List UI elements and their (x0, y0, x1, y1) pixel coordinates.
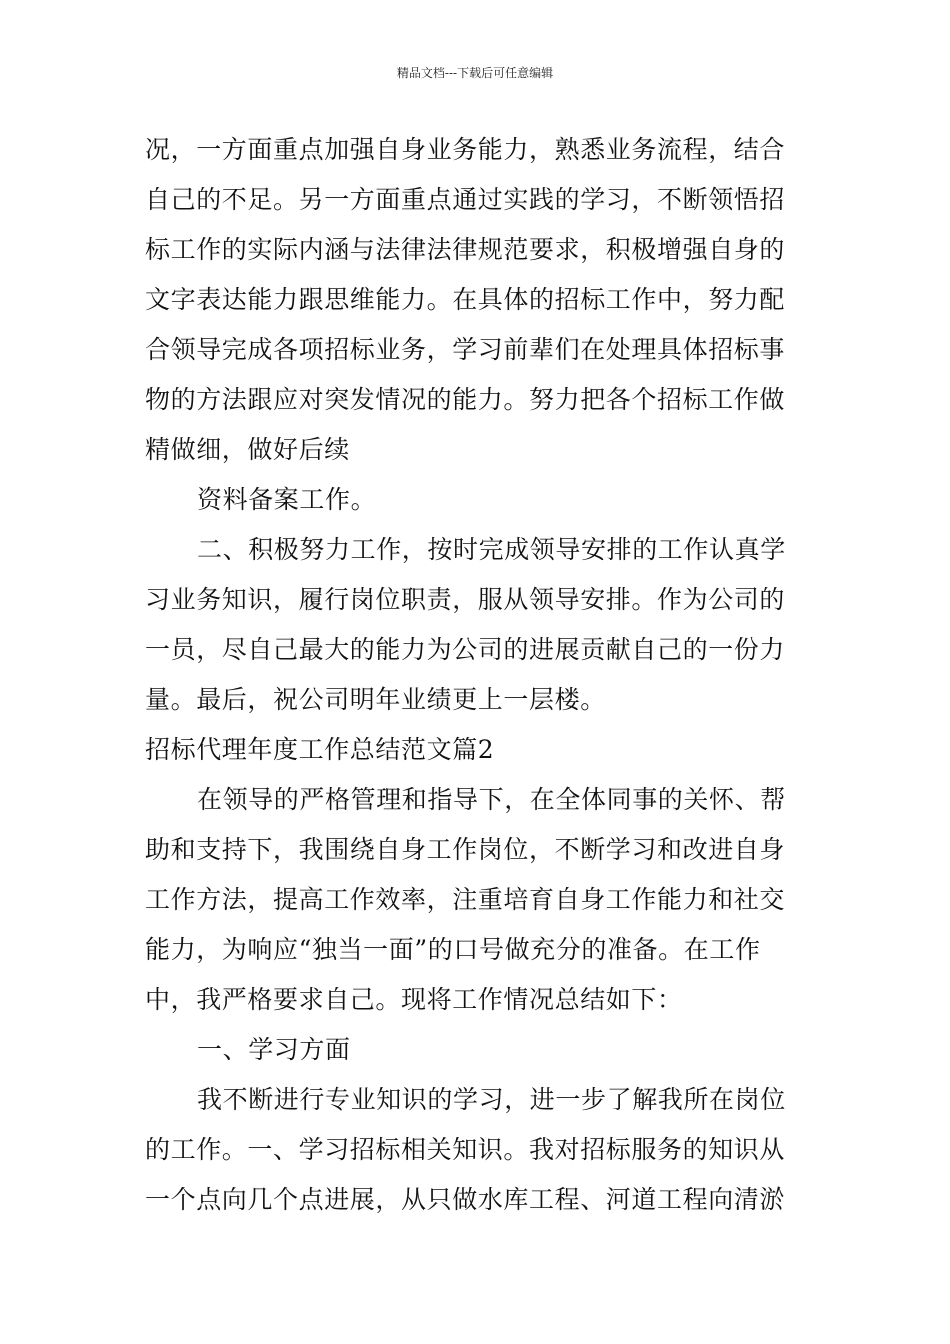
text-line: 一员，尽自己最大的能力为公司的进展贡献自己的一份力 (145, 635, 786, 664)
text-line: 况，一方面重点加强自身业务能力，熟悉业务流程，结合 (145, 135, 786, 164)
document-body (145, 125, 810, 1225)
text-line: 资料备案工作。 (197, 485, 377, 514)
text-line: 我不断进行专业知识的学习，进一步了解我所在岗位 (197, 1085, 786, 1114)
text-line: 习业务知识，履行岗位职责，服从领导安排。作为公司的 (145, 585, 786, 614)
text-line: 在领导的严格管理和指导下，在全体同事的关怀、帮 (197, 785, 786, 814)
text-line: 自己的不足。另一方面重点通过实践的学习，不断领悟招 (145, 185, 786, 214)
text-line: 标工作的实际内涵与法律法律规范要求，积极增强自身的 (145, 235, 786, 264)
text-line: 助和支持下，我围绕自身工作岗位，不断学习和改进自身 (145, 835, 786, 864)
text-line: 文字表达能力跟思维能力。在具体的招标工作中，努力配 (145, 285, 786, 314)
text-line: 中，我严格要求自己。现将工作情况总结如下： (145, 985, 683, 1014)
text-line: 招标代理年度工作总结范文篇2 (145, 735, 495, 764)
text-line: 的工作。一、学习招标相关知识。我对招标服务的知识从 (145, 1135, 786, 1164)
page-header: 精品文档---下载后可任意编辑 (396, 66, 554, 80)
text-line: 物的方法跟应对突发情况的能力。努力把各个招标工作做 (145, 385, 786, 414)
text-line: 一、学习方面 (197, 1035, 351, 1064)
text-line: 一个点向几个点进展，从只做水库工程、河道工程向清淤 (145, 1185, 786, 1214)
text-line: 二、积极努力工作，按时完成领导安排的工作认真学 (197, 535, 786, 564)
text-line: 能力，为响应“独当一面”的口号做充分的准备。在工作 (145, 935, 761, 964)
text-line: 工作方法，提高工作效率，注重培育自身工作能力和社交 (145, 885, 786, 914)
text-line: 量。最后，祝公司明年业绩更上一层楼。 (145, 685, 606, 714)
text-line: 精做细，做好后续 (145, 435, 350, 464)
text-line: 合领导完成各项招标业务，学习前辈们在处理具体招标事 (145, 335, 786, 364)
